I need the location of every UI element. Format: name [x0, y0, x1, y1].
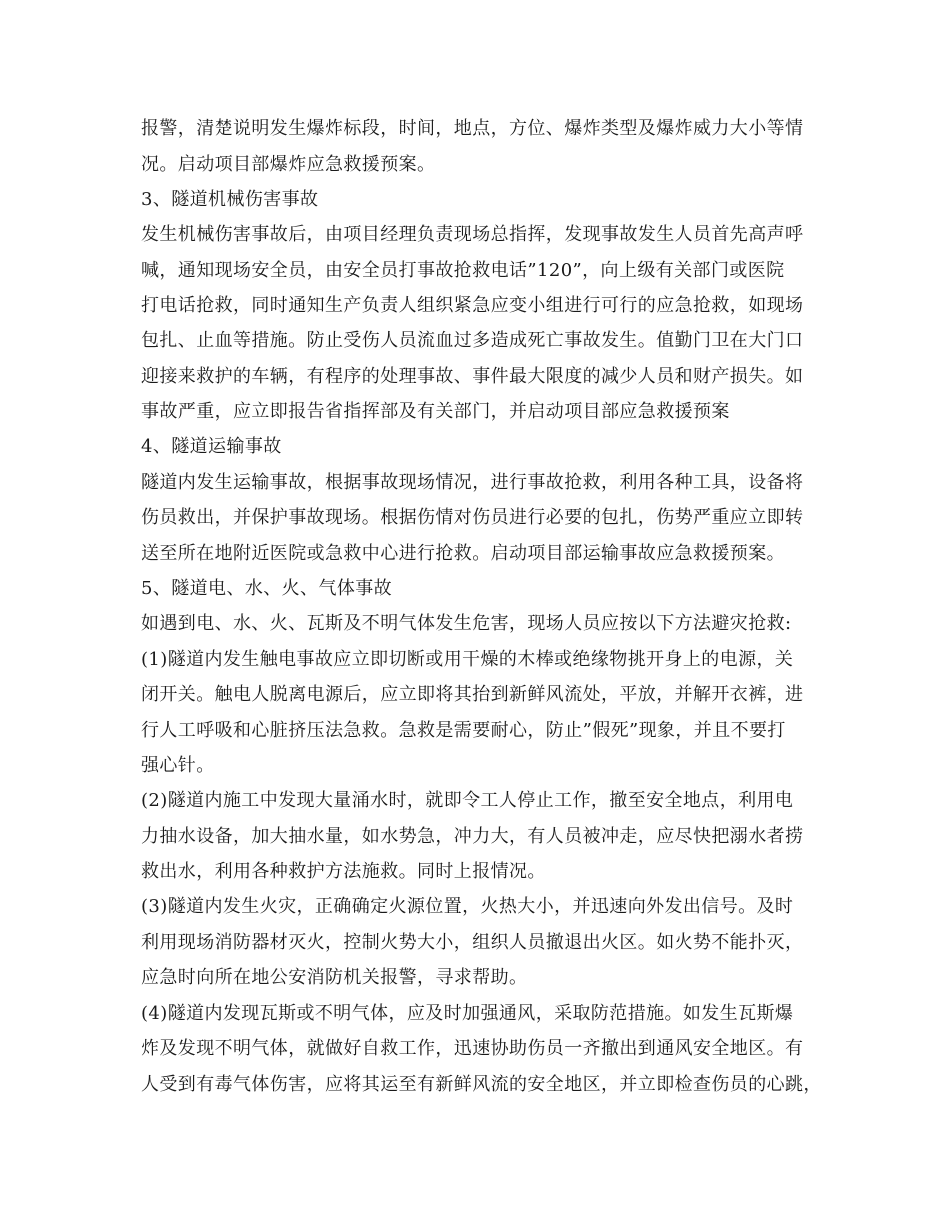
text-line: 发生机械伤害事故后，由项目经理负责现场总指挥，发现事故发生人员首先高声呼 [141, 224, 804, 245]
text-line: 利用现场消防器材灭火，控制火势大小，组织人员撤退出火区。如火势不能扑灭， [141, 932, 804, 953]
text-line: 闭开关。触电人脱离电源后，应立即将其抬到新鲜风流处，平放，并解开衣裤，进 [141, 684, 804, 705]
text-line: 况。启动项目部爆炸应急救援预案。 [141, 154, 436, 175]
text-line: 行人工呼吸和心脏挤压法急救。急救是需要耐心，防止”假死”现象，并且不要打 [141, 720, 786, 741]
text-line: 喊，通知现场安全员，由安全员打事故抢救电话”120”，向上级有关部门或医院 [141, 260, 785, 281]
text-line: 包扎、止血等措施。防止受伤人员流血过多造成死亡事故发生。值勤门卫在大门口 [141, 330, 804, 351]
text-line: 伤员救出，并保护事故现场。根据伤情对伤员进行必要的包扎，伤势严重应立即转 [141, 507, 804, 528]
text-line: 炸及发现不明气体，就做好自救工作，迅速协助伤员一齐撤出到通风安全地区。有 [141, 1038, 804, 1059]
text-line: 应急时向所在地公安消防机关报警，寻求帮助。 [141, 967, 528, 988]
text-line: 隧道内发生运输事故，根据事故现场情况，进行事故抢救，利用各种工具，设备将 [141, 472, 804, 493]
section-heading: 5、隧道电、水、火、气体事故 [141, 578, 393, 599]
section-heading: 3、隧道机械伤害事故 [141, 189, 319, 210]
text-line: (4)隧道内发现瓦斯或不明气体，应及时加强通风，采取防范措施。如发生瓦斯爆 [141, 1003, 794, 1024]
text-line: 事故严重，应立即报告省指挥部及有关部门，并启动项目部应急救援预案 [141, 401, 730, 422]
text-line: 打电话抢救，同时通知生产负责人组织紧急应变小组进行可行的应急抢救，如现场 [141, 295, 804, 316]
text-line: 力抽水设备，加大抽水量，如水势急，冲力大，有人员被冲走，应尽快把溺水者捞 [141, 826, 804, 847]
text-line: (1)隧道内发生触电事故应立即切断或用干燥的木棒或绝缘物挑开身上的电源，关 [141, 649, 794, 670]
text-line: 如遇到电、水、火、瓦斯及不明气体发生危害，现场人员应按以下方法避灾抢救: [141, 613, 792, 634]
text-line: 送至所在地附近医院或急救中心进行抢救。启动项目部运输事故应急救援预案。 [141, 543, 785, 564]
text-line: 迎接来救护的车辆，有程序的处理事故、事件最大限度的减少人员和财产损失。如 [141, 366, 804, 387]
section-heading: 4、隧道运输事故 [141, 436, 282, 457]
text-line: 人受到有毒气体伤害，应将其运至有新鲜风流的安全地区，并立即检查伤员的心跳， [141, 1074, 822, 1095]
text-line: (3)隧道内发生火灾，正确确定火源位置，火热大小，并迅速向外发出信号。及时 [141, 896, 794, 917]
text-line: (2)隧道内施工中发现大量涌水时，就即令工人停止工作，撤至安全地点，利用电 [141, 790, 794, 811]
text-line: 报警，清楚说明发生爆炸标段，时间，地点，方位、爆炸类型及爆炸威力大小等情 [141, 118, 804, 139]
text-line: 强心针。 [141, 755, 215, 776]
text-line: 救出水，利用各种救护方法施救。同时上报情况。 [141, 861, 546, 882]
